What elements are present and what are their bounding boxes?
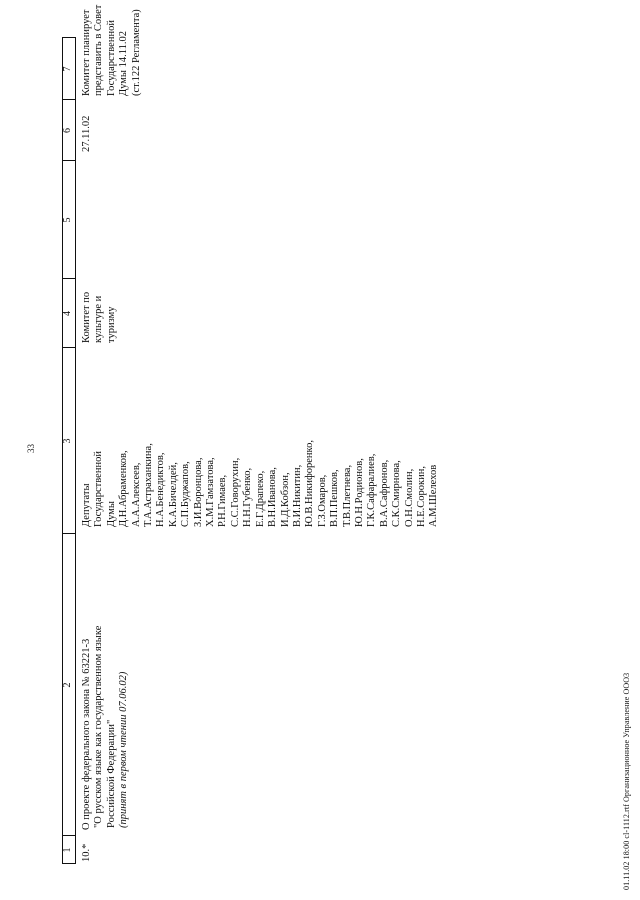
committee-line: Комитет по xyxy=(81,291,92,343)
deputy-name: С.К.Смирнова, xyxy=(391,460,403,527)
deputy-name: Х.М.Гамзатова, xyxy=(205,457,217,527)
plan-line: Комитет планирует xyxy=(81,9,92,96)
deputy-name: С.П.Буджапов, xyxy=(180,461,192,527)
deputy-name: А.А.Алексеев, xyxy=(130,462,142,527)
column-header: 4 xyxy=(62,311,73,316)
document-footer: 01.11.02 18:00 cl-1112.rtf Организационное Управление ООО3 xyxy=(622,672,631,890)
deputy-name: Ю.Н.Родионов, xyxy=(353,458,365,527)
deputy-name: В.Н.Иванова, xyxy=(267,467,279,527)
deputy-list xyxy=(118,349,441,527)
bill-title-line: Российской Федерации" xyxy=(105,719,117,828)
column-header: 6 xyxy=(62,128,73,133)
initiator-line: Думы xyxy=(105,501,117,527)
bill-title-line: "О русском языке как государственном языке xyxy=(93,625,105,828)
deputy-name: Ю.В.Никифоренко, xyxy=(304,440,316,527)
deputy-name: Е.Г.Драпеко, xyxy=(254,470,266,527)
plan-line: Думы 14.11.02 xyxy=(118,31,130,96)
plan-line: (ст.122 Регламента) xyxy=(130,9,142,96)
initiators-cell xyxy=(81,349,441,527)
column-header: 7 xyxy=(62,66,73,72)
deputy-name: В.А.Сафронов, xyxy=(378,459,390,527)
deputy-name: И.Д.Кобзон, xyxy=(279,472,291,527)
deputy-name: В.И.Никитин, xyxy=(291,464,303,527)
date-cell: 27.11.02 xyxy=(81,115,92,152)
column-header: 5 xyxy=(62,217,73,223)
bill-title-line: О проекте федерального закона № 63221-3 xyxy=(81,638,92,830)
deputy-name: Н.А.Бенедиктов, xyxy=(155,452,167,527)
deputy-name: Р.Н.Гимаев, xyxy=(217,474,229,527)
deputy-name: З.И.Воронцова, xyxy=(192,457,204,527)
row-number: 10.* xyxy=(81,843,92,862)
committee-line: культуре и xyxy=(93,295,105,343)
plan-line: представить в Совет xyxy=(93,4,105,96)
column-header: 1 xyxy=(62,847,73,853)
column-header: 2 xyxy=(62,682,73,688)
deputy-name: В.П.Пешков, xyxy=(329,469,341,527)
deputy-name: Т.В.Плетнева, xyxy=(341,464,353,527)
deputy-name: Н.Н.Губенко, xyxy=(242,467,254,527)
agenda-table xyxy=(62,4,640,864)
plan-line: Государственной xyxy=(105,20,117,96)
deputy-name: Т.А.Астраханкина, xyxy=(143,443,155,527)
deputy-name: Н.Е.Сорокин, xyxy=(415,466,427,527)
committee-cell xyxy=(81,279,118,343)
bill-title xyxy=(81,534,131,830)
deputy-name: К.А.Бичелдей, xyxy=(167,462,179,527)
column-header: 3 xyxy=(62,438,73,444)
deputy-name: Г.К.Сафаралиев, xyxy=(366,453,378,527)
deputy-name: Г.З.Омаров, xyxy=(316,474,328,527)
plan-cell xyxy=(81,0,143,96)
bill-reading-note: (принят в первом чтении 07.06.02) xyxy=(118,671,130,828)
initiator-line: Депутаты xyxy=(81,483,92,527)
deputy-name: Д.Н.Абраменков, xyxy=(118,450,130,527)
deputy-name: С.С.Говорухин, xyxy=(229,457,241,527)
deputy-name: А.М.Шелехов xyxy=(428,464,440,527)
initiator-line: Государственной xyxy=(93,451,105,527)
deputy-name: О.Н.Смолин, xyxy=(403,468,415,527)
page-number: 33 xyxy=(26,444,36,453)
committee-line: туризму xyxy=(105,306,117,343)
